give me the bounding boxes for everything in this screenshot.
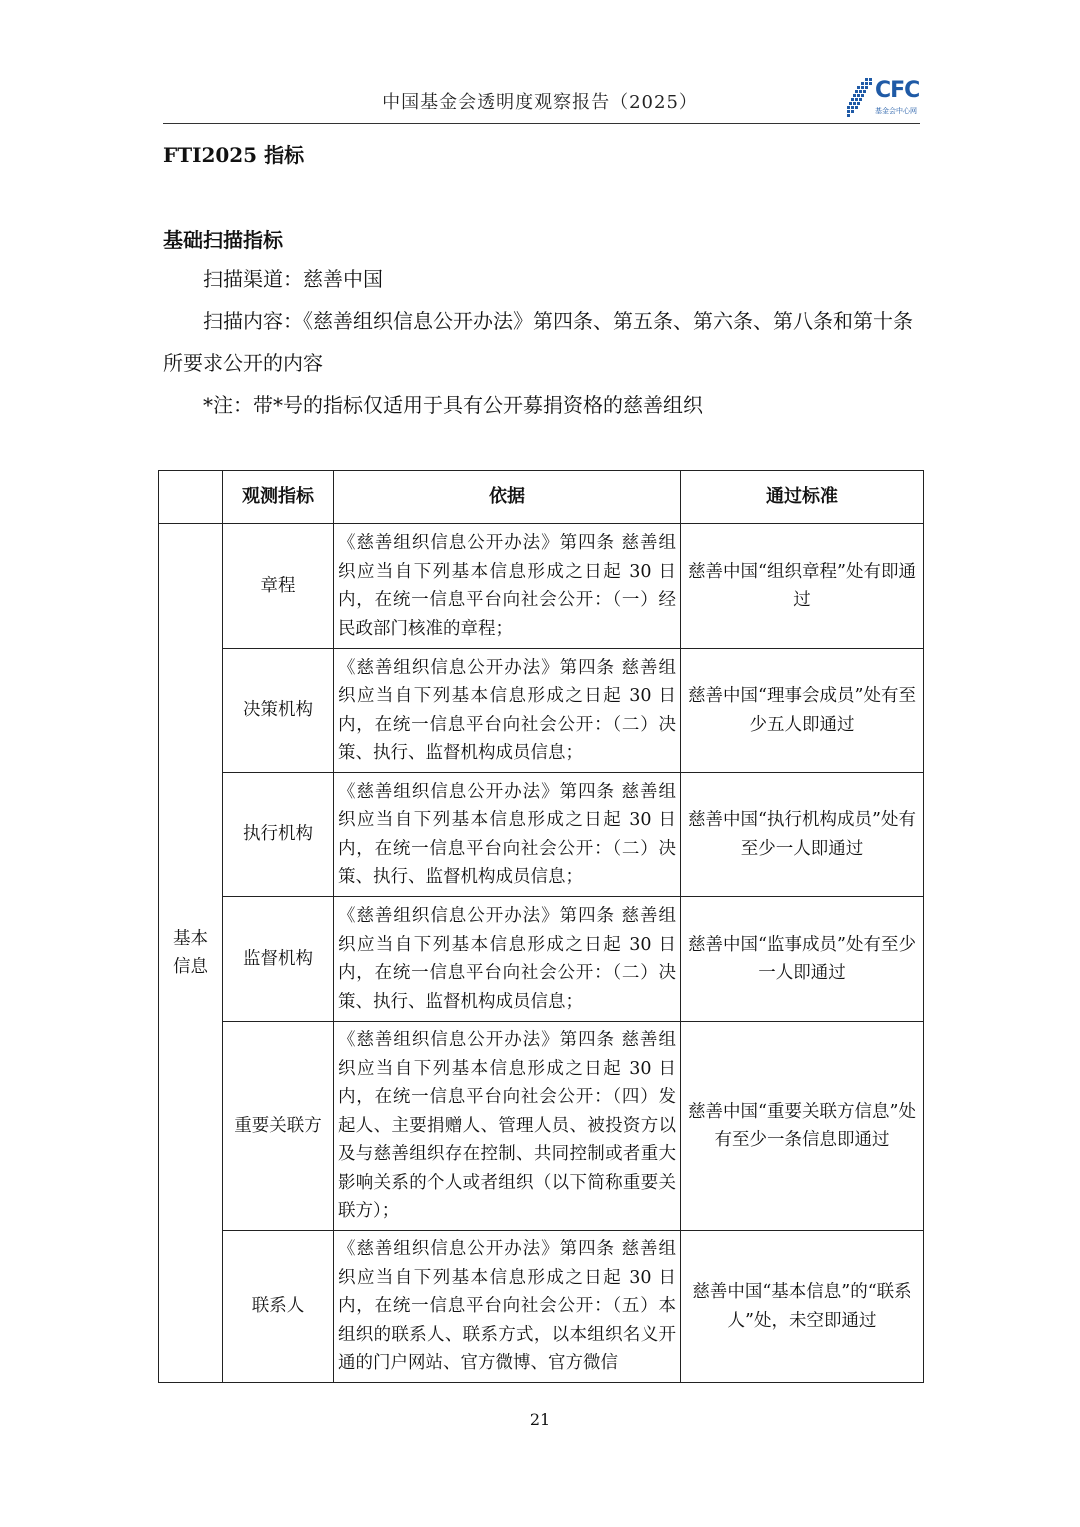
header-cell-indicator: 观测指标 <box>223 471 334 524</box>
page-header-title: 中国基金会透明度观察报告（2025） <box>382 92 698 113</box>
pass-criteria-cell: 慈善中国“监事成员”处有至少一人即通过 <box>681 897 924 1022</box>
cfc-logo-subtitle: 基金会中心网 <box>875 107 917 115</box>
scan-channel-paragraph: 扫描渠道：慈善中国 <box>203 267 383 291</box>
basis-cell: 《慈善组织信息公开办法》第四条 慈善组织应当自下列基本信息形成之日起 30 日内，在统一信息平台向社会公开：（二）决策、执行、监督机构成员信息； <box>334 773 681 897</box>
header-cell-category <box>159 471 223 524</box>
page-number: 21 <box>529 1410 551 1429</box>
basis-cell: 《慈善组织信息公开办法》第四条 慈善组织应当自下列基本信息形成之日起 30 日内，在统一信息平台向社会公开：（四）发起人、主要捐赠人、管理人员、被投资方以及与慈善组织存在控制、共同控制或者重大影响关系的个人或者组织（以下简称重要关联方）； <box>334 1022 681 1231</box>
indicator-cell: 监督机构 <box>223 897 334 1022</box>
header-rule <box>163 123 920 124</box>
pass-criteria-cell: 慈善中国“组织章程”处有即通过 <box>681 524 924 649</box>
indicator-cell: 重要关联方 <box>223 1022 334 1231</box>
basis-cell: 《慈善组织信息公开办法》第四条 慈善组织应当自下列基本信息形成之日起 30 日内，在统一信息平台向社会公开：（二）决策、执行、监督机构成员信息； <box>334 897 681 1022</box>
section-title: 基础扫描指标 <box>163 228 283 252</box>
category-cell <box>159 524 223 1383</box>
basis-cell: 《慈善组织信息公开办法》第四条 慈善组织应当自下列基本信息形成之日起 30 日内，在统一信息平台向社会公开：（二）决策、执行、监督机构成员信息； <box>334 649 681 773</box>
indicator-cell: 决策机构 <box>223 649 334 773</box>
basis-cell: 《慈善组织信息公开办法》第四条 慈善组织应当自下列基本信息形成之日起 30 日内，在统一信息平台向社会公开：（五）本组织的联系人、联系方式，以本组织名义开通的门户网站、官方微博、官方微信 <box>334 1231 681 1383</box>
indicator-cell: 执行机构 <box>223 773 334 897</box>
basis-cell: 《慈善组织信息公开办法》第四条 慈善组织应当自下列基本信息形成之日起 30 日内，在统一信息平台向社会公开：（一）经民政部门核准的章程； <box>334 524 681 649</box>
main-heading: FTI2025 指标 <box>163 143 305 167</box>
header-cell-basis: 依据 <box>334 471 681 524</box>
table-row <box>159 1231 924 1383</box>
header-cell-pass-criteria: 通过标准 <box>681 471 924 524</box>
indicator-cell: 联系人 <box>223 1231 334 1383</box>
indicator-table <box>158 470 924 1383</box>
table-row <box>159 897 924 1022</box>
table-row <box>159 524 924 649</box>
table-row <box>159 649 924 773</box>
pass-criteria-cell: 慈善中国“执行机构成员”处有至少一人即通过 <box>681 773 924 897</box>
cfc-logo-mark-icon <box>845 76 875 120</box>
pass-criteria-cell: 慈善中国“重要关联方信息”处有至少一条信息即通过 <box>681 1022 924 1231</box>
table-row <box>159 1022 924 1231</box>
category-label: 基本 信息 <box>173 929 208 977</box>
table-header-row <box>159 471 924 524</box>
cfc-logo-text: CFC <box>875 78 920 103</box>
scan-content-paragraph: 扫描内容：《慈善组织信息公开办法》第四条、第五条、第六条、第八条和第十条所要求公开的内容 <box>163 309 913 375</box>
pass-criteria-cell: 慈善中国“基本信息”的“联系人”处，未空即通过 <box>681 1231 924 1383</box>
pass-criteria-cell: 慈善中国“理事会成员”处有至少五人即通过 <box>681 649 924 773</box>
cfc-logo <box>845 76 925 122</box>
note-paragraph: *注：带*号的指标仅适用于具有公开募捐资格的慈善组织 <box>203 393 703 417</box>
table-row <box>159 773 924 897</box>
indicator-cell: 章程 <box>223 524 334 649</box>
